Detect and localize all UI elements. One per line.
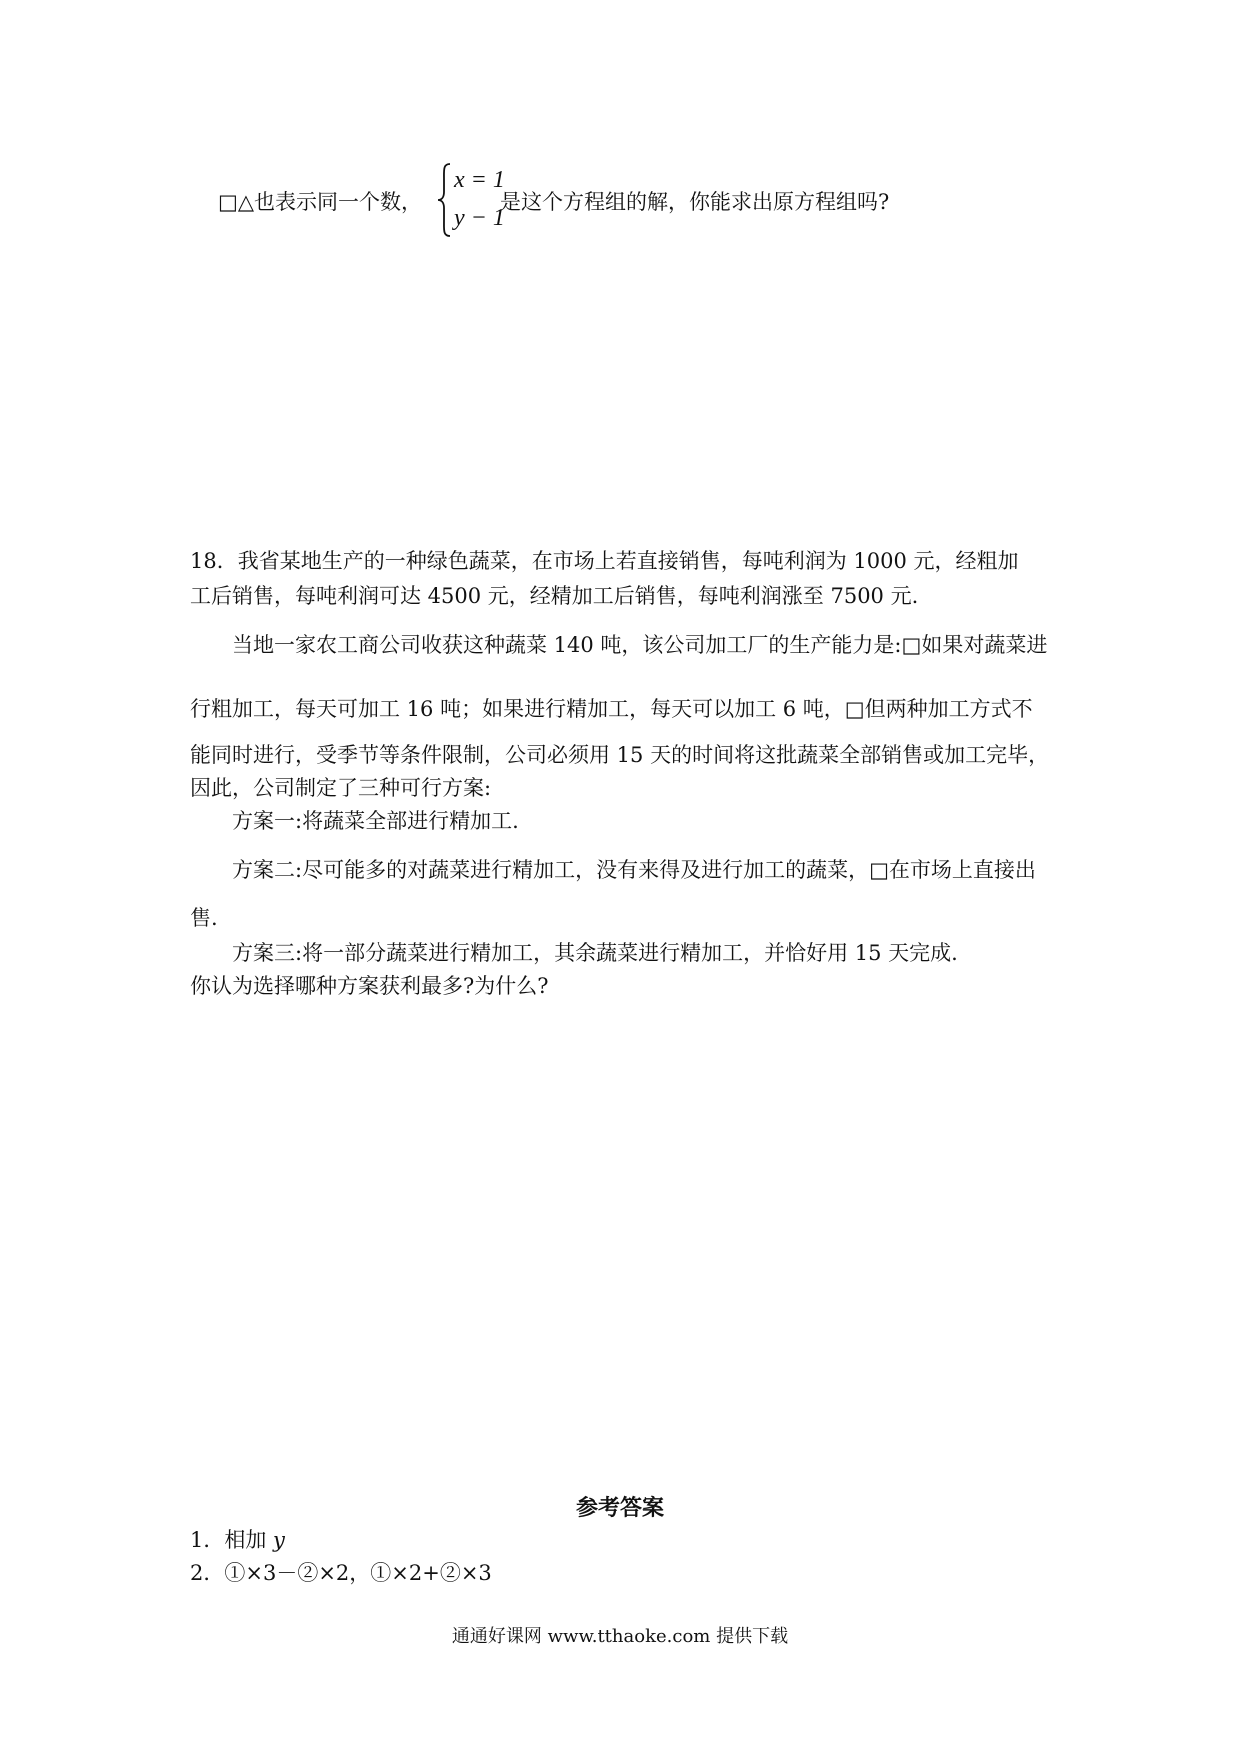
equation-line-2: y − 1 xyxy=(454,205,505,231)
plan-1: 方案一:将蔬菜全部进行精加工. xyxy=(232,809,519,833)
plan-2-line-2: 售. xyxy=(190,906,218,930)
q18-line-3: 当地一家农工商公司收获这种蔬菜 140 吨，该公司加工厂的生产能力是:□如果对蔬菜进 xyxy=(232,633,1048,657)
answer-1-text: 1．相加 xyxy=(190,1528,274,1552)
page-footer: 通通好课网 www.tthaoke.com 提供下载 xyxy=(451,1626,789,1647)
answer-1-variable: y xyxy=(273,1528,285,1552)
answer-2: 2．①×3－②×2，①×2+②×3 xyxy=(190,1561,492,1585)
q18-line-6: 因此，公司制定了三种可行方案: xyxy=(190,776,492,800)
answer-1 xyxy=(190,1526,285,1554)
plan-3: 方案三:将一部分蔬菜进行精加工，其余蔬菜进行精加工，并恰好用 15 天完成. xyxy=(232,941,958,965)
q18-line-1: 18．我省某地生产的一种绿色蔬菜，在市场上若直接销售，每吨利润为 1000 元，经粗加 xyxy=(190,549,1019,573)
q18-line-5: 能同时进行，受季节等条件限制，公司必须用 15 天的时间将这批蔬菜全部销售或加工完毕， xyxy=(190,743,1050,767)
q17-suffix: 是这个方程组的解，你能求出原方程组吗? xyxy=(500,190,890,214)
equation-line-1: x = 1 xyxy=(454,167,505,193)
brace-icon xyxy=(436,160,452,240)
answers-heading: 参考答案 xyxy=(575,1495,664,1521)
equation-system xyxy=(436,160,506,240)
q18-line-2: 工后销售，每吨利润可达 4500 元，经精加工后销售，每吨利润涨至 7500 元. xyxy=(190,584,919,608)
plan-2-line-1: 方案二:尽可能多的对蔬菜进行精加工，没有来得及进行加工的蔬菜，□在市场上直接出 xyxy=(232,858,1036,882)
q17-prefix: □△也表示同一个数， xyxy=(218,190,422,214)
q18-line-4: 行粗加工，每天可加工 16 吨；如果进行精加工，每天可以加工 6 吨，□但两种加工方式不 xyxy=(190,697,1033,721)
q18-question: 你认为选择哪种方案获利最多?为什么? xyxy=(190,974,549,998)
